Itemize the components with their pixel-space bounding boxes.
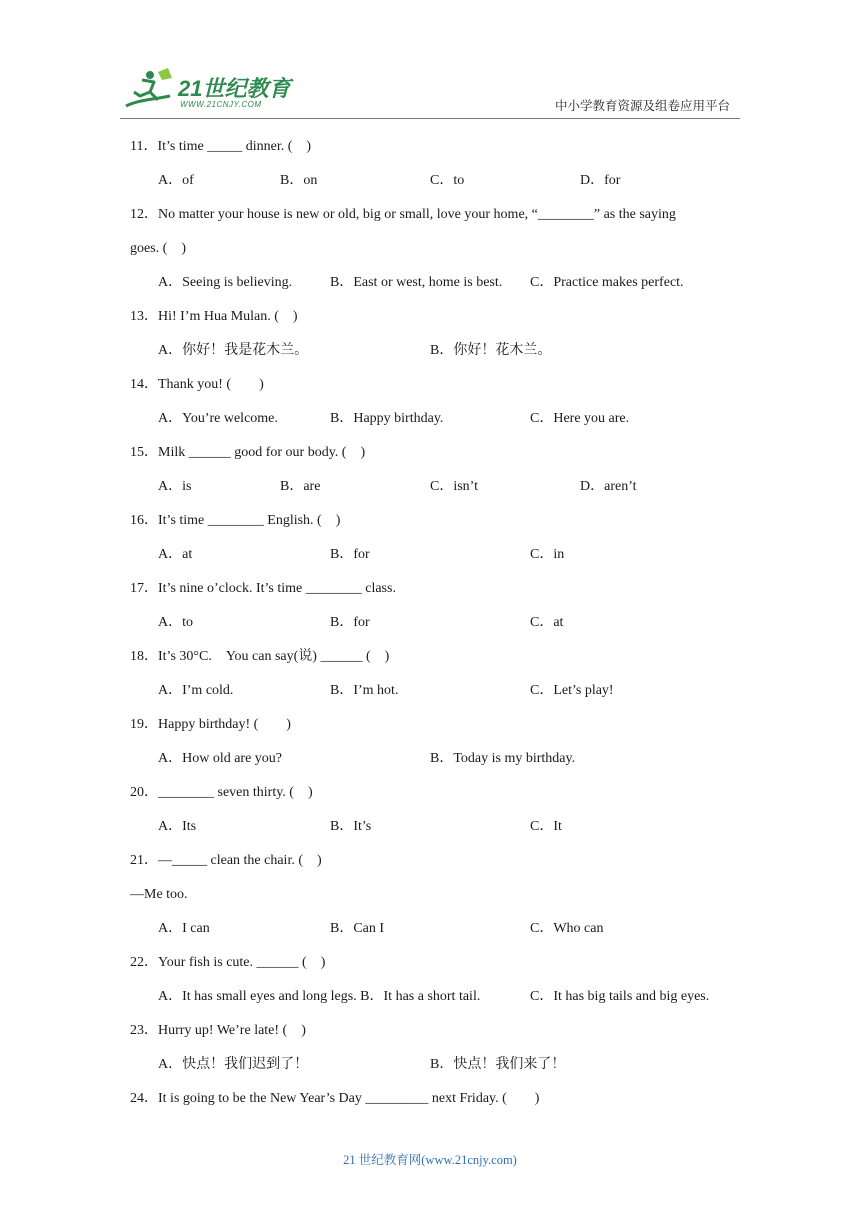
option: B．on <box>280 173 318 188</box>
option: A．You’re welcome. <box>158 411 278 426</box>
option: C．at <box>530 615 564 630</box>
option: A．I’m cold. <box>158 683 234 698</box>
question-stem: 18．It’s 30°C. You can say(说) ______ ( ) <box>130 649 390 664</box>
option: C．It has big tails and big eyes. <box>530 989 710 1004</box>
question-stem: 12．No matter your house is new or old, big or small, love your home, “________” as the saying <box>130 207 676 222</box>
question-stem: 21．—_____ clean the chair. ( ) <box>130 853 322 868</box>
question-stem: 23．Hurry up! We’re late! ( ) <box>130 1023 306 1038</box>
question-stem: 24．It is going to be the New Year’s Day _________ next Friday. ( ) <box>130 1091 540 1106</box>
option: C．in <box>530 547 565 562</box>
header-tagline: 中小学教育资源及组卷应用平台 <box>554 98 730 113</box>
option: B．It’s <box>330 819 372 834</box>
question-stem: 15．Milk ______ good for our body. ( ) <box>130 445 366 460</box>
option: A．快点！我们迟到了！ <box>158 1057 309 1072</box>
option: C．Who can <box>530 921 604 936</box>
option: A．How old are you? <box>158 751 283 766</box>
option: C．It <box>530 819 562 834</box>
option: A．is <box>158 479 192 494</box>
question-stem: 11．It’s time _____ dinner. ( ) <box>130 139 312 154</box>
option: C．Here you are. <box>530 411 630 426</box>
option: D．aren’t <box>580 479 637 494</box>
question-stem: 14．Thank you! ( ) <box>130 377 264 392</box>
option: A．to <box>158 615 193 630</box>
option: B．for <box>330 615 370 630</box>
option: A．at <box>158 547 193 562</box>
question-stem: 20．________ seven thirty. ( ) <box>130 785 313 800</box>
question-stem: 19．Happy birthday! ( ) <box>130 717 291 732</box>
question-stem: 22．Your fish is cute. ______ ( ) <box>130 955 326 970</box>
option: A．你好！我是花木兰。 <box>158 343 309 358</box>
option: B．Can I <box>330 921 385 936</box>
option: C．isn’t <box>430 479 478 494</box>
logo-text: 21世纪教育 <box>178 76 291 101</box>
option: B．for <box>330 547 370 562</box>
option: B．你好！花木兰。 <box>430 343 552 358</box>
option: B．East or west, home is best. <box>330 275 503 290</box>
question-stem: 17．It’s nine o’clock. It’s time ________ class. <box>130 581 396 596</box>
option: B．are <box>280 479 321 494</box>
option: B．快点！我们来了！ <box>430 1057 566 1072</box>
option: A．Its <box>158 819 197 834</box>
option: C．Let’s play! <box>530 683 614 698</box>
question-stem-continued: goes. ( ) <box>130 241 186 256</box>
logo-url: WWW.21CNJY.COM <box>180 100 262 109</box>
option: C．Practice makes perfect. <box>530 275 684 290</box>
header-divider <box>120 118 740 119</box>
dialogue-response: —Me too. <box>130 887 188 902</box>
option: A．Seeing is believing. <box>158 275 293 290</box>
option: B．I’m hot. <box>330 683 399 698</box>
logo <box>120 66 295 116</box>
question-stem: 13．Hi! I’m Hua Mulan. ( ) <box>130 309 298 324</box>
runner-logo-icon <box>120 66 180 114</box>
option: D．for <box>580 173 621 188</box>
option: A．of <box>158 173 194 188</box>
page-header <box>0 0 860 125</box>
option: C．to <box>430 173 465 188</box>
option: B．Today is my birthday. <box>430 751 576 766</box>
option: B．Happy birthday. <box>330 411 444 426</box>
question-stem: 16．It’s time ________ English. ( ) <box>130 513 341 528</box>
page-footer: 21 世纪教育网(www.21cnjy.com) <box>343 1153 517 1167</box>
option: A．It has small eyes and long legs. B．It has a short tail. <box>158 989 481 1004</box>
option: A．I can <box>158 921 210 936</box>
